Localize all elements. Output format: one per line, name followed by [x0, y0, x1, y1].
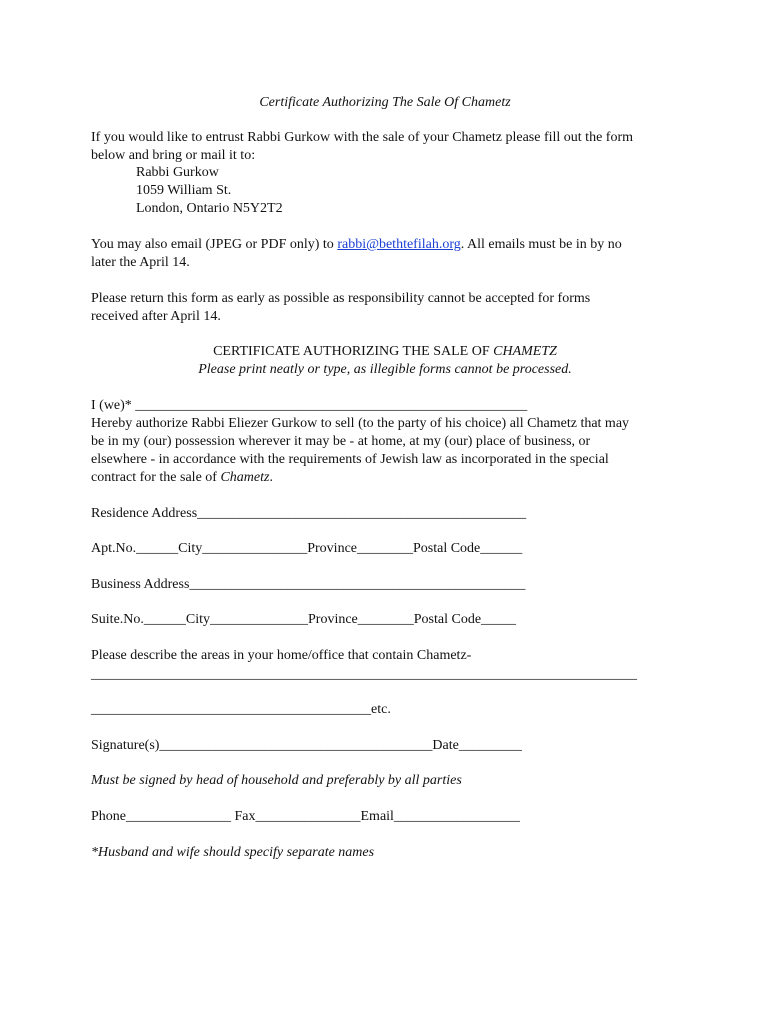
- certificate-title-text: CERTIFICATE AUTHORIZING THE SALE OF: [213, 344, 494, 359]
- areas-field-etc[interactable]: ________________________________________etc.: [91, 702, 391, 717]
- certificate-subtitle: Please print neatly or type, as illegible forms cannot be processed.: [198, 362, 572, 377]
- business-details-fields[interactable]: Suite.No.______City______________Province________Postal Code_____: [91, 612, 517, 627]
- business-address-field[interactable]: Business Address________________________________________________: [91, 577, 526, 592]
- signature-date-fields[interactable]: Signature(s)_______________________________________Date_________: [91, 738, 522, 753]
- signature-note: Must be signed by head of household and preferably by all parties: [91, 773, 462, 788]
- authorization-line-4-em: Chametz: [220, 470, 270, 485]
- return-line-1: Please return this form as early as possible as responsibility cannot be accepted for forms: [91, 291, 591, 306]
- authorization-line-4-end: .: [269, 470, 273, 485]
- address-city: London, Ontario N5Y2T2: [136, 201, 283, 216]
- residence-address-field[interactable]: Residence Address_______________________________________________: [91, 506, 527, 521]
- email-link[interactable]: rabbi@bethtefilah.org: [337, 237, 461, 252]
- email-line-1: [91, 236, 622, 254]
- address-street: 1059 William St.: [136, 183, 232, 198]
- certificate-title-em: CHAMETZ: [493, 344, 557, 359]
- areas-prompt: Please describe the areas in your home/office that contain Chametz-: [91, 648, 472, 663]
- document-heading: Certificate Authorizing The Sale Of Chametz: [259, 95, 511, 110]
- authorization-line-4: [91, 469, 273, 487]
- intro-line-1: If you would like to entrust Rabbi Gurkow with the sale of your Chametz please fill out the form: [91, 130, 633, 145]
- return-line-2: received after April 14.: [91, 309, 221, 324]
- intro-line-2: below and bring or mail it to:: [91, 148, 256, 163]
- authorization-line-3: elsewhere - in accordance with the requirements of Jewish law as incorporated in the special: [91, 452, 609, 467]
- certificate-title: [0, 343, 770, 361]
- areas-field-line[interactable]: ______________________________________________________________________________: [91, 667, 637, 682]
- email-text-pre: You may also email (JPEG or PDF only) to: [91, 237, 338, 252]
- residence-details-fields[interactable]: Apt.No.______City_______________Province________Postal Code______: [91, 541, 523, 556]
- address-name: Rabbi Gurkow: [136, 165, 219, 180]
- authorization-line-2: be in my (our) possession wherever it may be - at home, at my (our) place of business, or: [91, 434, 591, 449]
- contact-fields[interactable]: Phone_______________ Fax_______________Email__________________: [91, 809, 520, 824]
- authorization-line-1: Hereby authorize Rabbi Eliezer Gurkow to sell (to the party of his choice) all Chametz that may: [91, 416, 630, 431]
- email-line-2: later the April 14.: [91, 255, 190, 270]
- names-field[interactable]: I (we)* ________________________________________________________: [91, 398, 528, 413]
- email-text-post: . All emails must be in by no: [460, 237, 622, 252]
- authorization-line-4-text: contract for the sale of: [91, 470, 221, 485]
- footnote: *Husband and wife should specify separate names: [91, 845, 375, 860]
